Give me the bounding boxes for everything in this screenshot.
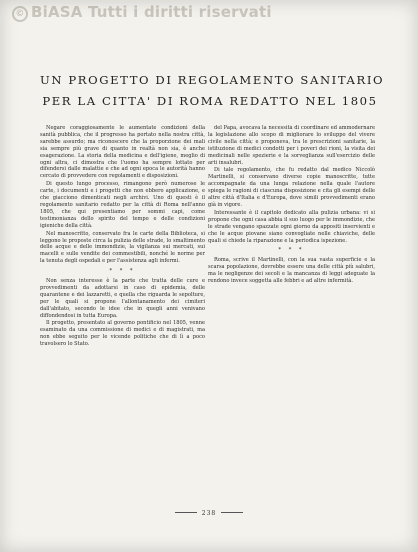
article-title-line-1: UN PROGETTO DI REGOLAMENTO SANITARIO [40, 73, 385, 87]
article-title-line-2: PER LA CITTA' DI ROMA REDATTO NEL 1805 [42, 94, 378, 108]
page-number: 238 [0, 510, 418, 517]
paragraph: Di questo lungo processo, rimangono però numerose le carte, i documenti e i progetti che non ebbero applicazione, e che giacciono dimenticati negli archivi. Uno di questi è il regolamento sanitario redatto per la città di Roma nell'anno 1805, che qui presentiamo per sommi capi, come testimonianza dello spirito del tempo e delle condizioni igieniche della città. [40, 181, 205, 229]
paragraph: * * * [109, 268, 136, 275]
paragraph: Negare coraggiosamente le aumentate condizioni della sanità pubblica, che il progresso ha portato nella nostra città, sarebbe assurdo; ma riconoscere che la proporzione dei mali sia sempre più grave di quanto in realtà non sia, è anche esagerazione. La storia della medicina e dell'igiene, meglio di ogni altra, ci dimostra che l'uomo ha sempre lottato per difendersi dalle malattie e che ad ogni epoca le autorità hanno cercato di provvedere con regolamenti e disposizioni. [40, 125, 205, 180]
paragraph: Il progetto, presentato al governo pontificio nel 1805, venne esaminato da una commissione di medici e di magistrati, ma non ebbe seguito per le vicende politiche che di lì a poco travolsero lo Stato. [40, 320, 205, 348]
paragraph: Roma, scrive il Martinelli, con la sua vasta superficie e la scarsa popolazione, dovrebbe essere una delle città più salubri, ma le negligenze dei secoli e la mancanza di leggi adeguate la rendono invece soggetta alle febbri e ad altre infermità. [208, 257, 375, 285]
paragraph: del Papa, avocava la necessità di coordinare ed ammodernare la legislazione allo scopo di migliorare lo sviluppo del vivere civile nella città; e proponeva, tra le prescrizioni sanitarie, la istituzione di medici condotti per i poveri dei rioni, la visita dei medicinali nelle spezierie e la sorveglianza sull'esercizio delle arti insalubri. [208, 125, 375, 166]
paragraph: Nel manoscritto, conservato fra le carte della Biblioteca, si leggono le proposte circa la pulizia delle strade, lo smaltimento delle acque e delle immondizie, la vigilanza sui mercati, sui macelli e sulle vendite dei commestibili, nonché le norme per la tenuta degli ospedali e per l'assistenza agli infermi. [40, 230, 205, 265]
paragraph: Interessante è il capitolo dedicato alla pulizia urbana: vi si propone che ogni casa abbia il suo luogo per le immondizie, che le strade vengano spazzate ogni giorno da appositi inservienti e che le acque piovane siano convogliate nelle chiaviche, delle quali si chiede la riparazione e la periodica ispezione. [208, 209, 375, 244]
left-text-column [40, 125, 205, 505]
paragraph: * * * [278, 247, 305, 254]
paragraph: Non senza interesse è la parte che tratta delle cure e provvedimenti da adottarsi in caso di epidemia, delle quarantene e dei lazzaretti, e quella che riguarda le sepolture, per le quali si propone l'allontanamento dei cimiteri dall'abitato, secondo le idee che in quegli anni venivano diffondendosi in tutta Europa. [40, 278, 205, 319]
paragraph: Di tale regolamento, che fu redatto dal medico Niccolò Martinelli, si conservano diverse copie manoscritte, tutte accompagnate da una lunga relazione nella quale l'autore spiega le ragioni di ciascuna disposizione e cita gli esempi delle altre città d'Italia e d'Europa, dove simili provvedimenti erano già in vigore. [208, 167, 375, 208]
copyright-icon: © [12, 6, 28, 22]
watermark-text: BiASA Tutti i diritti riservati [31, 3, 272, 21]
right-text-column [208, 125, 375, 505]
watermark [12, 3, 272, 22]
